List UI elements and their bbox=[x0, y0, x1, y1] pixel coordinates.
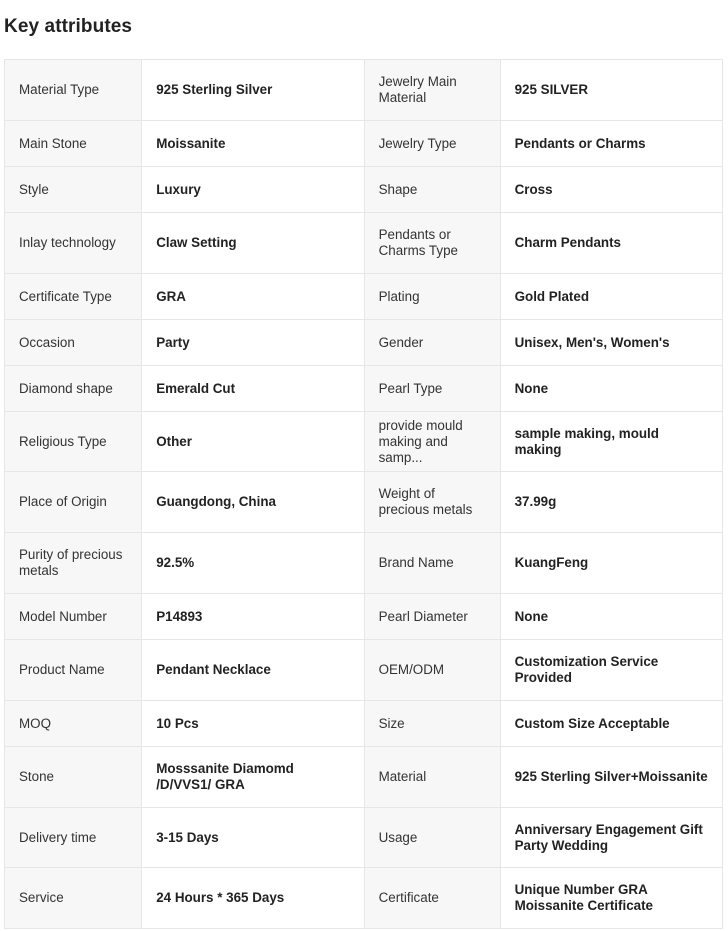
attribute-value: Mosssanite Diamomd /D/VVS1/ GRA bbox=[142, 747, 364, 808]
attribute-value: Gold Plated bbox=[500, 274, 722, 320]
attribute-value: Party bbox=[142, 320, 364, 366]
attribute-label: OEM/ODM bbox=[364, 640, 500, 701]
attribute-label: Religious Type bbox=[5, 412, 142, 472]
attribute-value: Claw Setting bbox=[142, 213, 364, 274]
attribute-value: None bbox=[500, 366, 722, 412]
key-attributes-table bbox=[4, 59, 723, 929]
attribute-value: Pendants or Charms bbox=[500, 121, 722, 167]
attribute-value: Unisex, Men's, Women's bbox=[500, 320, 722, 366]
attribute-label: Brand Name bbox=[364, 533, 500, 594]
table-row bbox=[5, 412, 723, 472]
attribute-label: Diamond shape bbox=[5, 366, 142, 412]
attribute-label: Place of Origin bbox=[5, 472, 142, 533]
attribute-label: Certificate Type bbox=[5, 274, 142, 320]
attribute-value: Luxury bbox=[142, 167, 364, 213]
attribute-label: Occasion bbox=[5, 320, 142, 366]
section-title: Key attributes bbox=[4, 16, 133, 37]
attribute-label: Service bbox=[5, 868, 142, 929]
attribute-value: Guangdong, China bbox=[142, 472, 364, 533]
table-row bbox=[5, 640, 723, 701]
attribute-value: Other bbox=[142, 412, 364, 472]
table-row bbox=[5, 594, 723, 640]
attribute-label: Inlay technology bbox=[5, 213, 142, 274]
table-row bbox=[5, 274, 723, 320]
attribute-value: Moissanite bbox=[142, 121, 364, 167]
attribute-value: 925 Sterling Silver+Moissanite bbox=[500, 747, 722, 808]
attribute-label: Jewelry Type bbox=[364, 121, 500, 167]
attribute-label: Stone bbox=[5, 747, 142, 808]
table-row bbox=[5, 213, 723, 274]
attribute-value: Emerald Cut bbox=[142, 366, 364, 412]
attribute-label: Style bbox=[5, 167, 142, 213]
attribute-label: Model Number bbox=[5, 594, 142, 640]
attribute-value: Unique Number GRA Moissanite Certificate bbox=[500, 868, 722, 929]
attribute-label: provide mould making and samp... bbox=[364, 412, 500, 472]
attribute-value: 10 Pcs bbox=[142, 701, 364, 747]
attribute-value: P14893 bbox=[142, 594, 364, 640]
attribute-value: GRA bbox=[142, 274, 364, 320]
attribute-value: 925 SILVER bbox=[500, 60, 722, 121]
table-row bbox=[5, 701, 723, 747]
attribute-label: Purity of precious metals bbox=[5, 533, 142, 594]
attribute-label: Product Name bbox=[5, 640, 142, 701]
table-row bbox=[5, 868, 723, 929]
attribute-label: MOQ bbox=[5, 701, 142, 747]
attribute-label: Material Type bbox=[5, 60, 142, 121]
attribute-value: 24 Hours * 365 Days bbox=[142, 868, 364, 929]
attribute-value: Pendant Necklace bbox=[142, 640, 364, 701]
attribute-label: Jewelry Main Material bbox=[364, 60, 500, 121]
attribute-value: sample making, mould making bbox=[500, 412, 722, 472]
table-row bbox=[5, 167, 723, 213]
table-row bbox=[5, 60, 723, 121]
table-row bbox=[5, 533, 723, 594]
attribute-label: Pendants or Charms Type bbox=[364, 213, 500, 274]
attribute-value: 37.99g bbox=[500, 472, 722, 533]
table-row bbox=[5, 808, 723, 868]
attribute-value: None bbox=[500, 594, 722, 640]
table-row bbox=[5, 747, 723, 808]
attribute-label: Certificate bbox=[364, 868, 500, 929]
attribute-label: Delivery time bbox=[5, 808, 142, 868]
attribute-value: KuangFeng bbox=[500, 533, 722, 594]
attribute-label: Main Stone bbox=[5, 121, 142, 167]
attribute-value: 925 Sterling Silver bbox=[142, 60, 364, 121]
attribute-label: Pearl Diameter bbox=[364, 594, 500, 640]
attribute-value: Anniversary Engagement Gift Party Wedding bbox=[500, 808, 722, 868]
table-row bbox=[5, 366, 723, 412]
attribute-value: Charm Pendants bbox=[500, 213, 722, 274]
attribute-label: Shape bbox=[364, 167, 500, 213]
table-row bbox=[5, 121, 723, 167]
attribute-label: Material bbox=[364, 747, 500, 808]
attribute-label: Usage bbox=[364, 808, 500, 868]
attribute-value: Cross bbox=[500, 167, 722, 213]
attribute-label: Size bbox=[364, 701, 500, 747]
attribute-value: Customization Service Provided bbox=[500, 640, 722, 701]
attribute-value: Custom Size Acceptable bbox=[500, 701, 722, 747]
table-row bbox=[5, 472, 723, 533]
attribute-label: Gender bbox=[364, 320, 500, 366]
attribute-value: 92.5% bbox=[142, 533, 364, 594]
attribute-label: Weight of precious metals bbox=[364, 472, 500, 533]
attribute-label: Plating bbox=[364, 274, 500, 320]
table-row bbox=[5, 320, 723, 366]
attribute-value: 3-15 Days bbox=[142, 808, 364, 868]
attribute-label: Pearl Type bbox=[364, 366, 500, 412]
